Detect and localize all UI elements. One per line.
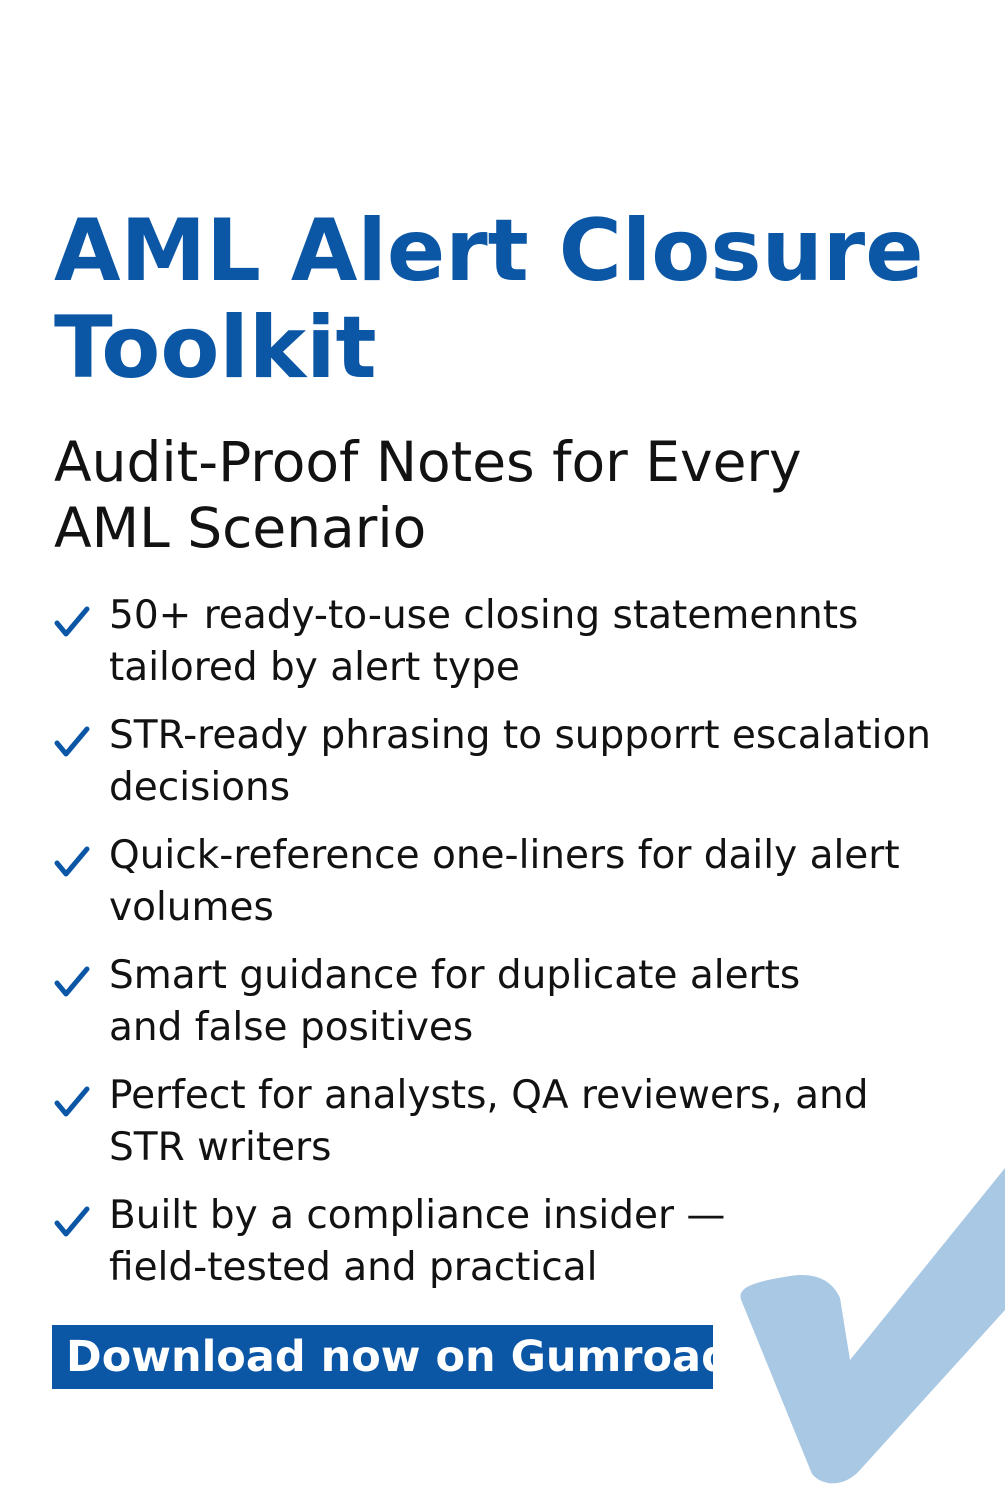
title-line: Toolkit: [54, 298, 377, 398]
check-icon: [54, 726, 90, 758]
feature-text: [109, 710, 999, 814]
feature-line: volumes: [109, 885, 274, 930]
feature-line: Smart guidance for duplicate alerts: [109, 953, 801, 998]
subtitle-line: AML Scenario: [54, 496, 427, 560]
feature-item: [54, 1190, 999, 1300]
check-icon: [54, 966, 90, 998]
feature-line: Built by a compliance insider —: [109, 1193, 726, 1238]
feature-line: STR-ready phrasing to supporrt escalation: [109, 713, 932, 758]
feature-text: [109, 1070, 999, 1174]
subtitle-line: Audit-Proof Notes for Every: [54, 430, 802, 494]
subtitle: [54, 429, 954, 561]
page-title: [54, 203, 994, 397]
feature-item: [54, 830, 999, 940]
feature-item: [54, 1070, 999, 1180]
check-icon: [54, 1206, 90, 1238]
check-icon: [54, 606, 90, 638]
download-gumroad-button[interactable]: Download now on Gumroad: [52, 1325, 713, 1389]
check-icon: [54, 846, 90, 878]
feature-text: [109, 1190, 999, 1294]
feature-line: field-tested and practical: [109, 1245, 598, 1290]
feature-line: STR writers: [109, 1125, 332, 1170]
feature-item: [54, 950, 999, 1060]
feature-text: [109, 590, 999, 694]
feature-item: [54, 710, 999, 820]
feature-line: decisions: [109, 765, 291, 810]
feature-item: [54, 590, 999, 700]
feature-line: 50+ ready-to-use closing statemennts: [109, 593, 859, 638]
feature-line: tailored by alert type: [109, 645, 520, 690]
feature-text: [109, 830, 999, 934]
feature-line: Quick-reference one-liners for daily alert: [109, 833, 900, 878]
feature-text: [109, 950, 999, 1054]
feature-line: and false positives: [109, 1005, 474, 1050]
title-line: AML Alert Closure: [54, 201, 924, 301]
check-icon: [54, 1086, 90, 1118]
feature-line: Perfect for analysts, QA reviewers, and: [109, 1073, 869, 1118]
